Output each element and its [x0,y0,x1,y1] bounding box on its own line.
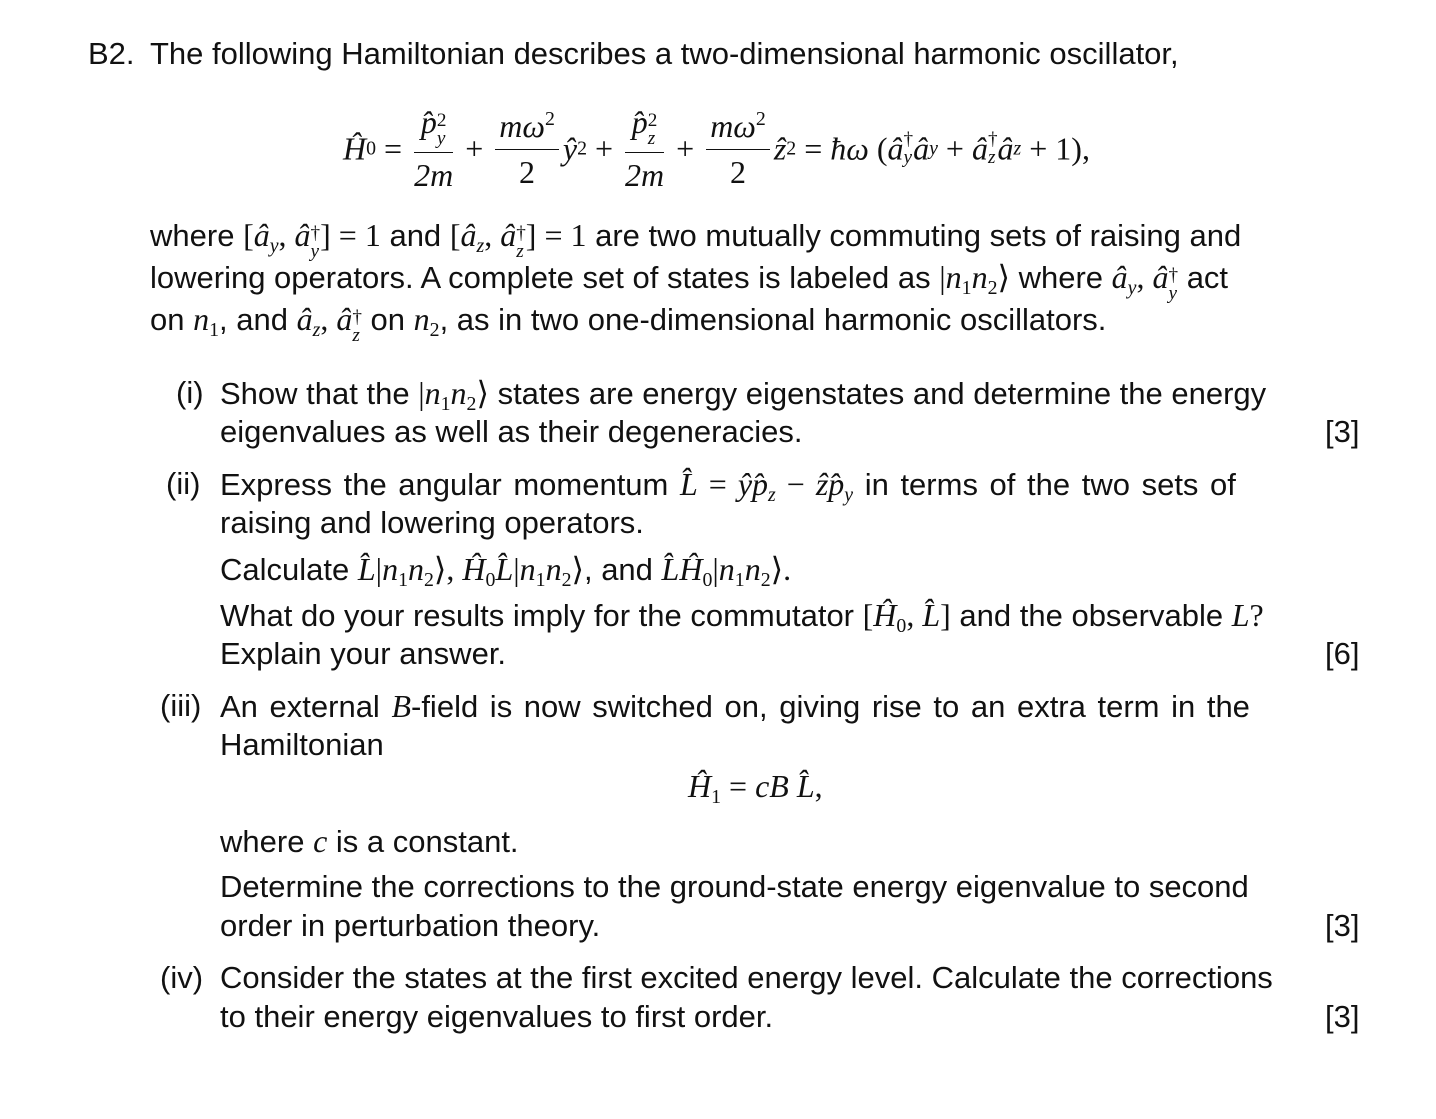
para-line-1: where [$â_y$, â † y ] = 1 and [$â_z$, â † z ] = 1 are two mutually commuting sets of raising and [150,217,1242,263]
part-iii-label: (iii) [160,688,202,723]
part-i-text-b: states are energy eigenstates and determine the energy [497,376,1267,411]
part-ii-text-c: What do your results imply for the commutator [220,598,855,633]
part-iii-marks: [3] [1325,908,1360,943]
para-line-2-text: lowering operators. A complete set of states is labeled as [150,260,931,295]
para-where-full [0,0,1,1]
part-i-label: (i) [176,375,204,410]
para-line-3-rest: , as in two one-dimensional harmonic oscillators. [439,302,1107,337]
question-intro: The following Hamiltonian describes a two-dimensional harmonic oscillator, [150,36,1179,71]
word-and: and [389,218,442,253]
part-ii-text-b: in terms of the two sets of [864,467,1236,502]
part-ii-label: (ii) [166,466,201,501]
part-iv-label: (iv) [160,960,204,995]
part-iii-constant: is a constant. [335,824,519,859]
part-iii-line-5: order in perturbation theory. [220,908,601,943]
para-line-2-act: act [1186,260,1229,295]
part-i-line-2: eigenvalues as well as their degeneracies. [220,414,803,449]
part-iv-marks: [3] [1325,999,1360,1034]
word-where: where [150,218,235,253]
part-ii-text-a: Express the angular momentum [220,467,669,502]
part-i-text-a: Show that the [220,376,410,411]
part-ii-text-d: and the observable [959,598,1224,633]
part-i-line-1: Show that the $|n_1n_2⟩$ states are energy eigenstates and determine the energy [220,375,1267,415]
part-ii-line-3: Calculate $L̂|n_1n_2⟩$, $Ĥ_0L̂|n_1n_2⟩$, and $L̂Ĥ_0|n_1n_2⟩$. [220,551,792,591]
part-ii-marks: [6] [1325,636,1360,671]
part-iii-text-b: -field is now switched on, giving rise to an extra term in the [411,689,1250,724]
part-iii-line-4: Determine the corrections to the ground-state energy eigenvalue to second [220,869,1249,904]
part-iii-where: where [220,824,305,859]
part-iv-line-2: to their energy eigenvalues to first order. [220,999,774,1034]
para-line-3-and: , and [219,302,288,337]
part-ii-line-4: What do your results imply for the commutator [$Ĥ_0$, L̂] and the observable L? [220,597,1264,637]
part-i-marks: [3] [1325,414,1360,449]
part-ii-line-5: Explain your answer. [220,636,507,671]
para-line-3-on: on [150,302,185,337]
hamiltonian-equation: Ĥ0 = p̂ 2 y 2m + $\frac{m\omega^2}{2}$ ŷ2 + p̂ 2 z 2m + $\frac{m\omega^2}{2}$ ẑ2 = ħω (â † y ây + â † z âz + 1), [343,104,1090,194]
para-line-3-on2: on [370,302,406,337]
question-number: B2. [88,36,135,71]
part-iv-line-1: Consider the states at the first excited energy level. Calculate the corrections [220,960,1273,995]
part-iii-line-3: where c is a constant. [220,823,519,859]
para-line-3: on $n_1$, and $â_z$, â † z on $n_2$, as in two one-dimensional harmonic oscillators. [150,301,1107,347]
part-ii-calc-and: , and [583,552,653,587]
para-line-2: lowering operators. A complete set of states is labeled as $|n_1n_2⟩$ where $â_y$, â † y act [150,259,1229,305]
para-line-1-rest: are two mutually commuting sets of raising and [595,218,1242,253]
part-ii-line-2: raising and lowering operators. [220,505,644,540]
part-iii-line-1: An external B-field is now switched on, giving rise to an extra term in the [220,688,1250,724]
part-iii-line-2: Hamiltonian [220,727,384,762]
part-ii-calc-label: Calculate [220,552,350,587]
part-iii-text-a: An external [220,689,380,724]
perturbation-equation: $Ĥ_1$ = cB L̂, [688,768,823,808]
para-line-2-where: where [1018,260,1104,295]
part-ii-line-1: Express the angular momentum L̂ = $ŷp̂_z$ − $ẑp̂_y$ in terms of the two sets of [220,466,1236,506]
